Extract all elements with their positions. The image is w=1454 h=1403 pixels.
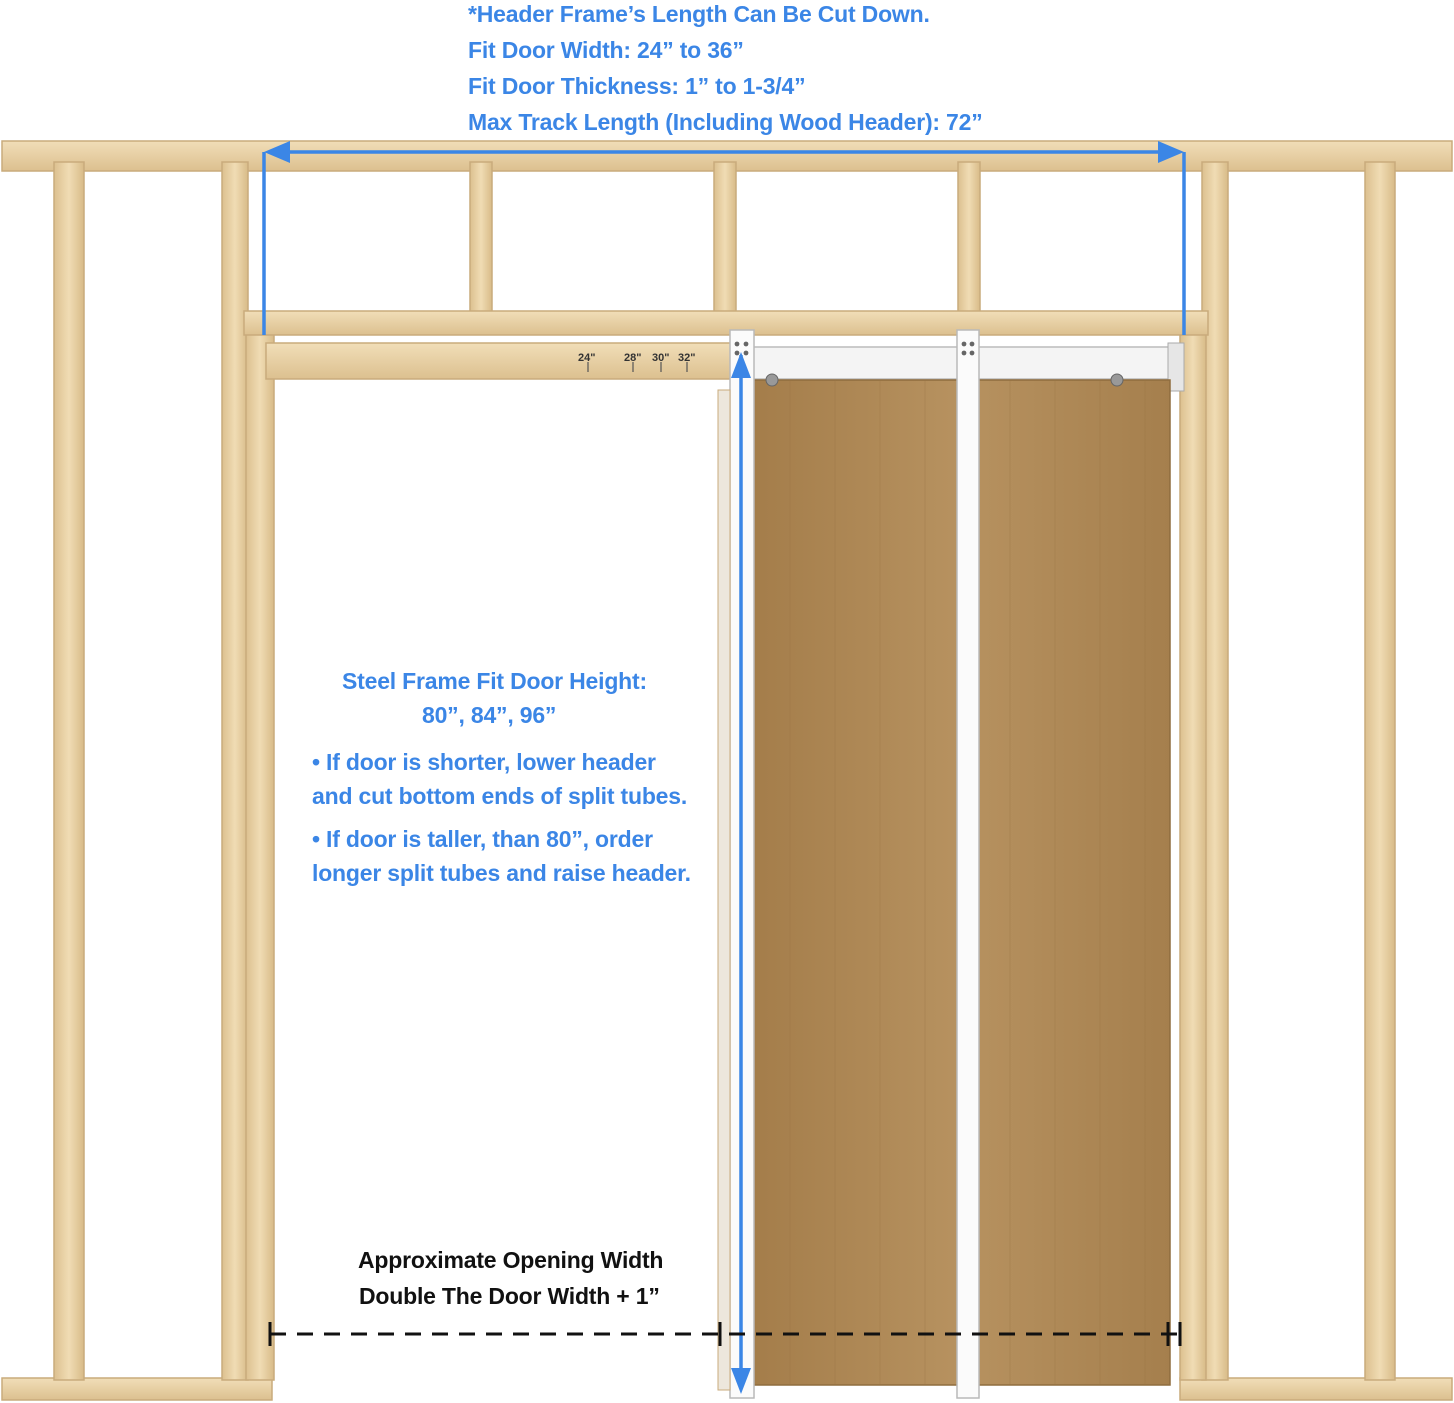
split-tube-rear <box>718 390 730 1390</box>
bottom-plate-left <box>2 1378 272 1400</box>
height-note-title: Steel Frame Fit Door Height: <box>342 668 647 694</box>
spec-max-track-length: Max Track Length (Including Wood Header): 72” <box>468 109 983 135</box>
opening-note-line1: Approximate Opening Width <box>358 1247 664 1273</box>
roller <box>1111 374 1123 386</box>
height-note-bullet1-line1: • If door is shorter, lower header <box>312 749 656 775</box>
opening-note-line2: Double The Door Width + 1” <box>359 1283 660 1309</box>
steel-track <box>735 347 1175 379</box>
bottom-plate-right <box>1180 1378 1452 1400</box>
stud <box>54 162 84 1380</box>
height-note-values: 80”, 84”, 96” <box>422 702 557 728</box>
tick-label-30: 30" <box>652 352 670 364</box>
cripple-stud <box>470 162 492 312</box>
spec-door-thickness: Fit Door Thickness: 1” to 1-3/4” <box>468 73 806 99</box>
spec-header-cut-note: *Header Frame’s Length Can Be Cut Down. <box>468 1 930 27</box>
jack-stud-right <box>1180 330 1206 1380</box>
stud <box>222 162 248 1380</box>
height-note-bullet2-line1: • If door is taller, than 80”, order <box>312 826 653 852</box>
tick-label-32: 32" <box>678 352 696 364</box>
height-note-bullet1-line2: and cut bottom ends of split tubes. <box>312 783 688 809</box>
height-note-bullet2-line2: longer split tubes and raise header. <box>312 860 691 886</box>
jack-stud-left <box>246 330 274 1380</box>
tick-label-28: 28" <box>624 352 642 364</box>
stud <box>1365 162 1395 1380</box>
header-beam <box>244 311 1208 335</box>
tick-label-24: 24" <box>578 352 596 364</box>
roller <box>766 374 778 386</box>
split-tube-middle <box>957 330 979 1398</box>
cripple-stud <box>958 162 980 312</box>
cripple-stud <box>714 162 736 312</box>
spec-door-width: Fit Door Width: 24” to 36” <box>468 37 744 63</box>
